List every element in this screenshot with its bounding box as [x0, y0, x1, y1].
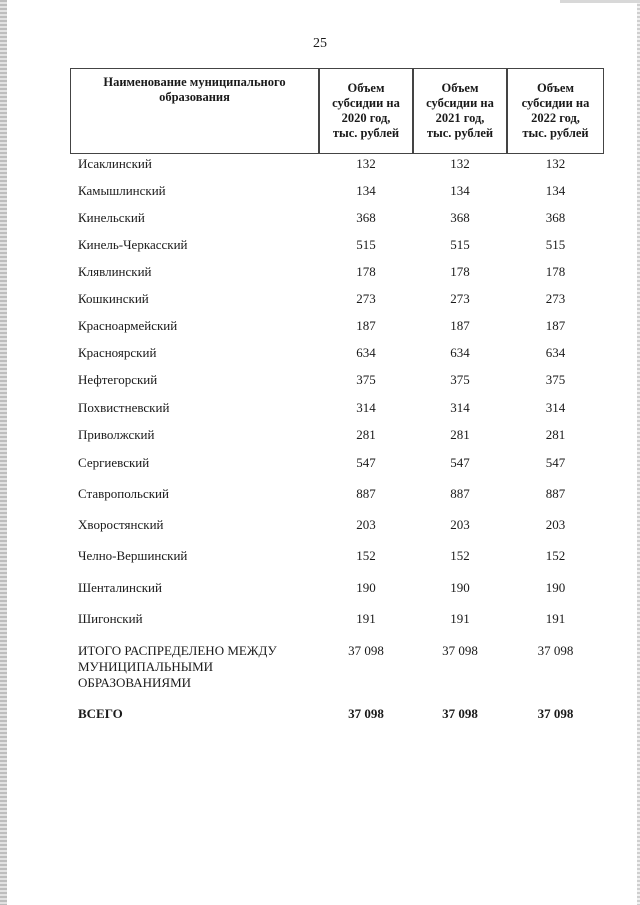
table-row — [0, 611, 640, 633]
grand-total-2022: 37 098 — [537, 706, 574, 721]
value-2021: 178 — [450, 264, 470, 279]
value-2021: 191 — [450, 611, 470, 626]
value-2020: 273 — [356, 291, 376, 306]
table-row — [0, 580, 640, 602]
table-row — [0, 264, 640, 286]
value-2022: 887 — [545, 486, 566, 501]
municipality-name: Шенталинский — [78, 580, 162, 595]
municipality-name: Клявлинский — [78, 264, 152, 279]
value-2021: 187 — [450, 318, 470, 333]
value-2020: 547 — [356, 455, 376, 470]
municipality-name: Красноярский — [78, 345, 157, 360]
value-2021: 547 — [450, 455, 470, 470]
value-2022: 281 — [545, 427, 566, 442]
value-2021: 134 — [450, 183, 470, 198]
value-2021: 190 — [450, 580, 470, 595]
total-2021: 37 098 — [442, 643, 478, 658]
value-2022: 547 — [545, 455, 566, 470]
grand-total-label: ВСЕГО — [78, 706, 123, 721]
value-2020: 178 — [356, 264, 376, 279]
municipality-name: Кошкинский — [78, 291, 149, 306]
value-2021: 887 — [450, 486, 470, 501]
table-row — [0, 486, 640, 508]
value-2020: 134 — [356, 183, 376, 198]
header-2022: Объем субсидии на 2022 год, тыс. рублей — [507, 68, 604, 154]
header-2021: Объем субсидии на 2021 год, тыс. рублей — [413, 68, 507, 154]
table-row — [0, 210, 640, 232]
table-row — [0, 237, 640, 259]
value-2022: 190 — [545, 580, 566, 595]
value-2020: 191 — [356, 611, 376, 626]
table-row — [0, 517, 640, 539]
table-row — [0, 183, 640, 205]
municipality-name: Нефтегорский — [78, 372, 158, 387]
value-2021: 368 — [450, 210, 470, 225]
scan-edge-top — [560, 0, 640, 3]
value-2022: 273 — [545, 291, 566, 306]
municipality-name: Приволжский — [78, 427, 155, 442]
value-2020: 281 — [356, 427, 376, 442]
total-2022: 37 098 — [537, 643, 574, 658]
municipality-name: Исаклинский — [78, 156, 152, 171]
value-2021: 375 — [450, 372, 470, 387]
value-2021: 634 — [450, 345, 470, 360]
value-2022: 187 — [545, 318, 566, 333]
value-2021: 273 — [450, 291, 470, 306]
grand-total-2021: 37 098 — [442, 706, 478, 721]
municipality-name: Кинель-Черкасский — [78, 237, 188, 252]
value-2022: 375 — [545, 372, 566, 387]
value-2020: 314 — [356, 400, 376, 415]
value-2020: 887 — [356, 486, 376, 501]
value-2022: 368 — [545, 210, 566, 225]
municipality-name: Хворостянский — [78, 517, 164, 532]
value-2021: 314 — [450, 400, 470, 415]
municipality-name: Камышлинский — [78, 183, 166, 198]
value-2020: 203 — [356, 517, 376, 532]
header-2020: Объем субсидии на 2020 год, тыс. рублей — [319, 68, 413, 154]
value-2020: 187 — [356, 318, 376, 333]
table-row — [0, 455, 640, 477]
value-2020: 634 — [356, 345, 376, 360]
page-number: 25 — [313, 36, 327, 51]
value-2022: 134 — [545, 183, 566, 198]
municipality-name: Челно-Вершинский — [78, 548, 188, 563]
value-2022: 152 — [545, 548, 566, 563]
table-row — [0, 400, 640, 422]
municipality-name: Шигонский — [78, 611, 143, 626]
value-2020: 515 — [356, 237, 376, 252]
value-2020: 368 — [356, 210, 376, 225]
total-distributed-label: ИТОГО РАСПРЕДЕЛЕНО МЕЖДУ МУНИЦИПАЛЬНЫМИ ОБРАЗОВАНИЯМИ — [78, 643, 277, 690]
value-2020: 190 — [356, 580, 376, 595]
municipality-name: Ставропольский — [78, 486, 169, 501]
municipality-name: Сергиевский — [78, 455, 150, 470]
municipality-name: Красноармейский — [78, 318, 178, 333]
table-row — [0, 156, 640, 178]
value-2020: 132 — [356, 156, 376, 171]
table-row — [0, 345, 640, 367]
value-2022: 191 — [545, 611, 566, 626]
grand-total-row — [0, 706, 640, 728]
value-2022: 634 — [545, 345, 566, 360]
municipality-name: Кинельский — [78, 210, 145, 225]
table-row — [0, 427, 640, 449]
header-municipality: Наименование муниципального образования — [70, 68, 319, 154]
value-2021: 515 — [450, 237, 470, 252]
value-2022: 314 — [545, 400, 566, 415]
scan-edge-left — [0, 0, 7, 905]
table-row — [0, 318, 640, 340]
value-2022: 515 — [545, 237, 566, 252]
value-2021: 203 — [450, 517, 470, 532]
total-2020: 37 098 — [348, 643, 384, 658]
municipality-name: Похвистневский — [78, 400, 170, 415]
table-row — [0, 291, 640, 313]
value-2022: 132 — [545, 156, 566, 171]
value-2021: 281 — [450, 427, 470, 442]
total-distributed-row — [0, 643, 640, 695]
value-2020: 152 — [356, 548, 376, 563]
value-2021: 152 — [450, 548, 470, 563]
value-2021: 132 — [450, 156, 470, 171]
grand-total-2020: 37 098 — [348, 706, 384, 721]
table-row — [0, 548, 640, 570]
table-row — [0, 372, 640, 394]
value-2020: 375 — [356, 372, 376, 387]
value-2022: 178 — [545, 264, 566, 279]
value-2022: 203 — [545, 517, 566, 532]
